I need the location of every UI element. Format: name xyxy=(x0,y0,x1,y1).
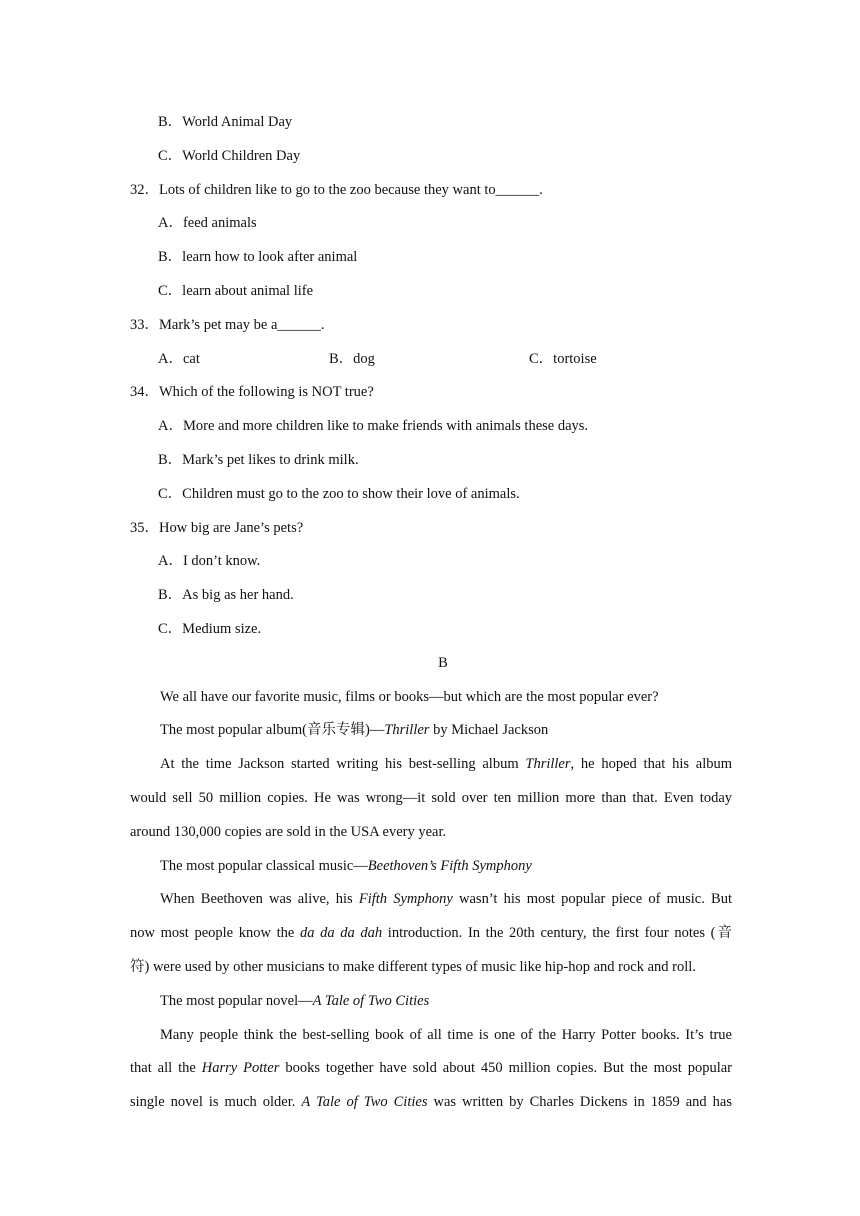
q32-option-a: A．feed animals xyxy=(158,215,257,231)
q32-stem: 32．Lots of children like to go to the zoo because they want to______. xyxy=(130,182,543,198)
album-paragraph-line-3: around 130,000 copies are sold in the USA every year. xyxy=(130,824,447,840)
q33-option-a: A．cat xyxy=(158,351,200,367)
q34-stem: 34．Which of the following is NOT true? xyxy=(130,384,374,400)
q31-option-b: B．World Animal Day xyxy=(158,114,293,130)
novel-subheading: The most popular novel—A Tale of Two Cities xyxy=(160,993,430,1009)
q33-option-b: B．dog xyxy=(329,351,375,367)
q35-stem: 35．How big are Jane’s pets? xyxy=(130,520,304,536)
q33-option-c: C．tortoise xyxy=(529,351,597,367)
classical-paragraph-line-3: 符) were used by other musicians to make different types of music like hip-hop and rock and roll. xyxy=(130,959,696,975)
section-intro: We all have our favorite music, films or books—but which are the most popular ever? xyxy=(160,689,659,705)
novel-paragraph-line-2: that all the Harry Potter books together have sold about 450 million copies. But the most popular xyxy=(130,1060,732,1076)
q32-option-b: B．learn how to look after animal xyxy=(158,249,358,265)
classical-subheading: The most popular classical music—Beethoven’s Fifth Symphony xyxy=(160,858,532,874)
novel-paragraph-line-1: Many people think the best-selling book of all time is one of the Harry Potter books. It’s true xyxy=(160,1027,732,1043)
q35-option-c: C．Medium size. xyxy=(158,621,262,637)
section-heading: B xyxy=(438,655,448,671)
q34-option-c: C．Children must go to the zoo to show their love of animals. xyxy=(158,486,520,502)
q34-option-b: B．Mark’s pet likes to drink milk. xyxy=(158,452,359,468)
album-paragraph-line-1: At the time Jackson started writing his best-selling album Thriller, he hoped that his album xyxy=(160,756,732,772)
novel-paragraph-line-3: single novel is much older. A Tale of Two Cities was written by Charles Dickens in 1859 and has xyxy=(130,1094,732,1110)
q35-option-b: B．As big as her hand. xyxy=(158,587,294,603)
q32-option-c: C．learn about animal life xyxy=(158,283,314,299)
classical-paragraph-line-1: When Beethoven was alive, his Fifth Symphony wasn’t his most popular piece of music. But xyxy=(160,891,733,907)
q31-option-c: C．World Children Day xyxy=(158,148,301,164)
q35-option-a: A．I don’t know. xyxy=(158,553,261,569)
q34-option-a: A．More and more children like to make friends with animals these days. xyxy=(158,418,589,434)
album-paragraph-line-2: would sell 50 million copies. He was wrong—it sold over ten million more than that. Even today xyxy=(130,790,732,806)
classical-paragraph-line-2: now most people know the da da da dah introduction. In the 20th century, the first four notes (音 xyxy=(130,925,732,941)
q33-stem: 33．Mark’s pet may be a______. xyxy=(130,317,325,333)
album-subheading: The most popular album(音乐专辑)—Thriller by Michael Jackson xyxy=(160,722,549,738)
